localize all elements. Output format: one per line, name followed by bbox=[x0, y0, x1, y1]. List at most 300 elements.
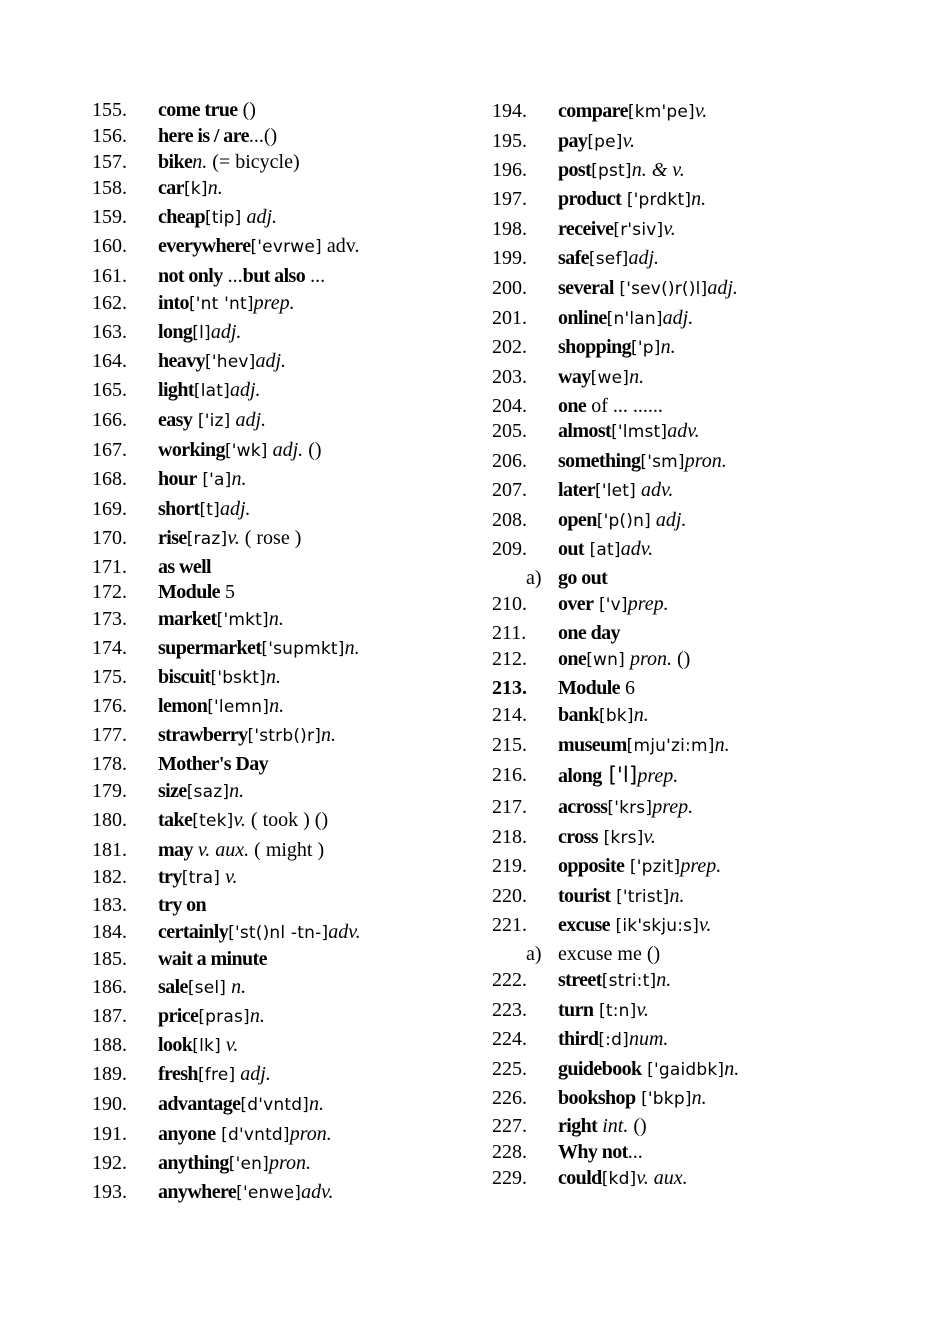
headword: one bbox=[558, 395, 587, 417]
entry-body bbox=[158, 150, 300, 174]
phonetic: ['strb()r] bbox=[247, 726, 322, 746]
entry-number: 228. bbox=[492, 1141, 527, 1163]
entry-number: 219. bbox=[492, 855, 527, 877]
headword: lemon bbox=[158, 695, 208, 717]
part-of-speech: prep. bbox=[637, 765, 679, 787]
part-of-speech: adj. bbox=[267, 439, 304, 461]
phonetic: ['prdkt] bbox=[621, 190, 692, 210]
entry-number: 226. bbox=[492, 1087, 527, 1109]
entry-body bbox=[158, 920, 361, 945]
entry-number: 181. bbox=[92, 839, 127, 861]
entry-number: 194. bbox=[492, 100, 527, 122]
entry-body bbox=[158, 893, 206, 917]
headword: go out bbox=[558, 567, 608, 589]
entry-body bbox=[558, 733, 730, 758]
entry-number: 172. bbox=[92, 581, 127, 603]
entry-number: 159. bbox=[92, 206, 127, 228]
entry-number: 198. bbox=[492, 218, 527, 240]
entry-number: 173. bbox=[92, 608, 127, 630]
headword: supermarket bbox=[158, 637, 262, 659]
headword: hour bbox=[158, 468, 197, 490]
entry-body bbox=[158, 176, 223, 201]
entry-body bbox=[158, 779, 244, 804]
entry-body bbox=[558, 1027, 668, 1052]
part-of-speech: v. aux. bbox=[636, 1167, 688, 1189]
phonetic: [krs] bbox=[597, 828, 644, 848]
headword: car bbox=[158, 177, 184, 199]
headword: across bbox=[558, 796, 608, 818]
headword: street bbox=[558, 969, 602, 991]
phonetic: [bk] bbox=[598, 706, 634, 726]
entry-body bbox=[558, 1086, 707, 1111]
part-of-speech: adj. bbox=[707, 277, 738, 299]
headword: long bbox=[158, 321, 193, 343]
part-of-speech: v. bbox=[220, 866, 238, 888]
entry-body bbox=[158, 467, 247, 492]
entry-number: 227. bbox=[492, 1115, 527, 1137]
part-of-speech: prep. bbox=[627, 593, 669, 615]
entry-note: () bbox=[672, 648, 691, 670]
headword: strawberry bbox=[158, 724, 248, 746]
entry-number: 164. bbox=[92, 350, 127, 372]
phonetic: [d'vntd] bbox=[215, 1125, 290, 1145]
entry-body bbox=[158, 665, 281, 690]
phonetic: [pras] bbox=[198, 1007, 250, 1027]
headword: along bbox=[558, 765, 602, 787]
phonetic: [at] bbox=[583, 540, 621, 560]
phonetic: ['p()n] bbox=[596, 511, 651, 531]
entry-body bbox=[158, 526, 301, 551]
phonetic: ['sev()r()l] bbox=[613, 279, 708, 299]
entry-body bbox=[158, 607, 284, 632]
entry-number: 161. bbox=[92, 265, 127, 287]
entry-body bbox=[558, 884, 685, 909]
phonetic: ['let] bbox=[594, 481, 636, 501]
headword: way bbox=[558, 366, 591, 388]
entry-number: 157. bbox=[92, 151, 127, 173]
phonetic: [r'siv] bbox=[613, 220, 664, 240]
entry-number: 202. bbox=[492, 336, 527, 358]
entry-number: 210. bbox=[492, 593, 527, 615]
entry-body bbox=[158, 497, 251, 522]
headword: as well bbox=[158, 556, 212, 578]
entry-number: 212. bbox=[492, 648, 527, 670]
headword: out bbox=[558, 538, 584, 560]
entry-body bbox=[158, 98, 256, 122]
phonetic: ['v] bbox=[593, 595, 628, 615]
phonetic: [l] bbox=[192, 323, 211, 343]
phonetic: ['en] bbox=[228, 1154, 269, 1174]
headword: opposite bbox=[558, 855, 625, 877]
phonetic: [tek] bbox=[192, 811, 234, 831]
phonetic: [stri:t] bbox=[601, 971, 657, 991]
entry-body bbox=[558, 676, 635, 700]
headword: post bbox=[558, 159, 592, 181]
headword: wait a minute bbox=[158, 948, 267, 970]
phonetic: ['trist] bbox=[610, 887, 670, 907]
entry-body bbox=[158, 1180, 334, 1205]
entry-body bbox=[558, 1114, 647, 1138]
part-of-speech: prep. bbox=[680, 855, 722, 877]
entry-note: () bbox=[237, 99, 256, 121]
entry-body bbox=[558, 246, 659, 271]
phonetic: [km'pe] bbox=[627, 102, 695, 122]
entry-body bbox=[558, 647, 690, 672]
part-of-speech: adj. bbox=[662, 307, 694, 329]
entry-number: 196. bbox=[492, 159, 527, 181]
entry-body bbox=[558, 703, 649, 728]
headword: museum bbox=[558, 734, 627, 756]
headword: easy bbox=[158, 409, 193, 431]
headword: online bbox=[558, 307, 607, 329]
phonetic: ['l] bbox=[601, 763, 638, 787]
entry-body bbox=[158, 1151, 311, 1176]
part-of-speech: n. bbox=[226, 976, 247, 998]
entry-note: ( took ) () bbox=[245, 809, 329, 831]
part-of-speech: n. bbox=[269, 695, 285, 717]
entry-body bbox=[158, 555, 211, 579]
entry-number: 190. bbox=[92, 1093, 127, 1115]
phonetic: [:d] bbox=[598, 1030, 629, 1050]
entry-number: 180. bbox=[92, 809, 127, 831]
entry-number: 174. bbox=[92, 637, 127, 659]
entry-body bbox=[558, 335, 676, 360]
part-of-speech: n. & v. bbox=[631, 159, 685, 181]
phonetic: [raz] bbox=[186, 529, 228, 549]
phonetic: ['evrwe] bbox=[250, 237, 322, 257]
entry-body bbox=[558, 1057, 739, 1082]
entry-number: 176. bbox=[92, 695, 127, 717]
entry-body bbox=[558, 592, 669, 617]
headword: receive bbox=[558, 218, 614, 240]
headword: bank bbox=[558, 704, 599, 726]
entry-number: 177. bbox=[92, 724, 127, 746]
headword: advantage bbox=[158, 1093, 241, 1115]
entry-body bbox=[558, 129, 635, 154]
part-of-speech: v. bbox=[227, 527, 240, 549]
entry-number: 203. bbox=[492, 366, 527, 388]
entry-body bbox=[558, 1166, 688, 1191]
part-of-speech: n. bbox=[309, 1093, 325, 1115]
entry-number: 211. bbox=[492, 622, 527, 644]
part-of-speech: adv. bbox=[328, 921, 361, 943]
phonetic: ['lmst] bbox=[611, 422, 668, 442]
entry-body bbox=[558, 478, 673, 503]
part-of-speech: n. bbox=[231, 468, 247, 490]
entry-body bbox=[158, 865, 238, 890]
entry-number: 221. bbox=[492, 914, 527, 936]
entry-number: 166. bbox=[92, 409, 127, 431]
entry-body bbox=[158, 975, 246, 1000]
phonetic: ['bskt] bbox=[210, 668, 266, 688]
entry-note: (= bicycle) bbox=[207, 151, 300, 173]
entry-body bbox=[558, 854, 721, 879]
entry-note: ( rose ) bbox=[239, 527, 302, 549]
entry-number: 156. bbox=[92, 125, 127, 147]
part-of-speech: n. bbox=[714, 734, 730, 756]
entry-number: 162. bbox=[92, 292, 127, 314]
phonetic: ['mkt] bbox=[216, 610, 269, 630]
entry-body bbox=[558, 763, 678, 788]
headword: bike bbox=[158, 151, 193, 173]
phonetic: [sel] bbox=[187, 978, 227, 998]
phonetic: ['pzit] bbox=[624, 857, 681, 877]
headword: one bbox=[558, 648, 587, 670]
entry-number: 175. bbox=[92, 666, 127, 688]
headword: look bbox=[158, 1034, 193, 1056]
entry-body bbox=[558, 394, 663, 418]
entry-body bbox=[158, 1033, 238, 1058]
entry-number: 197. bbox=[492, 188, 527, 210]
entry-number: 225. bbox=[492, 1058, 527, 1080]
part-of-speech: v. bbox=[622, 130, 636, 152]
headword: one day bbox=[558, 622, 620, 644]
phonetic: [d'vntd] bbox=[240, 1095, 310, 1115]
part-of-speech: n. bbox=[249, 1005, 265, 1027]
headword: but also bbox=[242, 265, 306, 287]
entry-number: 158. bbox=[92, 177, 127, 199]
headword: Module bbox=[558, 677, 620, 699]
entry-body bbox=[158, 1092, 324, 1117]
entry-number: 208. bbox=[492, 509, 527, 531]
entry-body bbox=[558, 998, 649, 1023]
entry-body bbox=[158, 1062, 271, 1087]
phonetic: ['enwe] bbox=[236, 1183, 302, 1203]
entry-number: 201. bbox=[492, 307, 527, 329]
entry-number: 204. bbox=[492, 395, 527, 417]
part-of-speech: adv. bbox=[635, 479, 674, 501]
part-of-speech: pron. bbox=[624, 648, 672, 670]
headword: cross bbox=[558, 826, 598, 848]
entry-note: () bbox=[303, 439, 322, 461]
entry-number: 205. bbox=[492, 420, 527, 442]
headword: over bbox=[558, 593, 594, 615]
headword: anything bbox=[158, 1152, 229, 1174]
headword: anywhere bbox=[158, 1181, 237, 1203]
phonetic: ['st()nl -tn-] bbox=[228, 923, 329, 943]
entry-body bbox=[158, 349, 286, 374]
part-of-speech: n. bbox=[633, 704, 649, 726]
entry-number: 167. bbox=[92, 439, 127, 461]
part-of-speech: v. bbox=[636, 999, 649, 1021]
entry-number: 223. bbox=[492, 999, 527, 1021]
entry-number: 160. bbox=[92, 235, 127, 257]
part-of-speech: adj. bbox=[230, 409, 267, 431]
headword: working bbox=[158, 439, 225, 461]
phonetic: ['hev] bbox=[205, 352, 256, 372]
part-of-speech: n. bbox=[229, 780, 245, 802]
entry-note: ... bbox=[222, 265, 243, 287]
entry-body bbox=[558, 968, 671, 993]
entry-note: ... bbox=[627, 1141, 643, 1163]
entry-body bbox=[158, 264, 325, 288]
entry-note: ...() bbox=[248, 125, 278, 147]
entry-body bbox=[558, 913, 711, 938]
phonetic: ['a] bbox=[196, 470, 232, 490]
phonetic: ['wk] bbox=[224, 441, 268, 461]
headword: guidebook bbox=[558, 1058, 642, 1080]
entry-number: 186. bbox=[92, 976, 127, 998]
part-of-speech: adj. bbox=[235, 1063, 271, 1085]
entry-note: of ... ...... bbox=[586, 395, 663, 417]
entry-body bbox=[158, 580, 235, 604]
entry-body bbox=[558, 508, 686, 533]
entry-number: 218. bbox=[492, 826, 527, 848]
entry-number: 163. bbox=[92, 321, 127, 343]
phonetic: [t] bbox=[199, 500, 220, 520]
headword: heavy bbox=[158, 350, 206, 372]
headword: sale bbox=[158, 976, 188, 998]
entry-body bbox=[558, 158, 685, 183]
part-of-speech: n. bbox=[660, 336, 676, 358]
headword: pay bbox=[558, 130, 588, 152]
phonetic: [lat] bbox=[193, 381, 230, 401]
part-of-speech: adj. bbox=[210, 321, 242, 343]
entry-number: 182. bbox=[92, 866, 127, 888]
entry-number: 178. bbox=[92, 753, 127, 775]
entry-body bbox=[158, 320, 241, 345]
part-of-speech: n. bbox=[669, 885, 685, 907]
phonetic: [lk] bbox=[192, 1036, 221, 1056]
headword: anyone bbox=[158, 1123, 216, 1145]
entry-note: () bbox=[628, 1115, 647, 1137]
entry-body bbox=[558, 795, 693, 820]
part-of-speech: pron. bbox=[684, 450, 727, 472]
headword: Module bbox=[158, 581, 220, 603]
headword: shopping bbox=[558, 336, 632, 358]
part-of-speech: adj. bbox=[219, 498, 251, 520]
part-of-speech: adj. bbox=[241, 206, 278, 228]
headword: biscuit bbox=[158, 666, 211, 688]
part-of-speech: pron. bbox=[268, 1152, 312, 1174]
entry-number: 183. bbox=[92, 894, 127, 916]
entry-number: 191. bbox=[92, 1123, 127, 1145]
entry-note: ( might ) bbox=[249, 839, 325, 861]
entry-body bbox=[158, 378, 261, 403]
part-of-speech: pron. bbox=[289, 1123, 332, 1145]
part-of-speech: adj. bbox=[229, 379, 261, 401]
headword: turn bbox=[558, 999, 594, 1021]
entry-number: 187. bbox=[92, 1005, 127, 1027]
entry-number: 188. bbox=[92, 1034, 127, 1056]
headword: right bbox=[558, 1115, 598, 1137]
entry-body bbox=[158, 808, 328, 833]
entry-body bbox=[558, 449, 727, 474]
headword: rise bbox=[158, 527, 187, 549]
phonetic: ['sm] bbox=[640, 452, 685, 472]
phonetic: [kd] bbox=[601, 1169, 637, 1189]
headword: third bbox=[558, 1028, 599, 1050]
part-of-speech: adv. bbox=[301, 1181, 334, 1203]
headword: everywhere bbox=[158, 235, 251, 257]
headword: not only bbox=[158, 265, 223, 287]
entry-number: 229. bbox=[492, 1167, 527, 1189]
entry-note: ... bbox=[305, 265, 326, 287]
headword: open bbox=[558, 509, 597, 531]
entry-body bbox=[158, 438, 322, 463]
part-of-speech: n. bbox=[724, 1058, 740, 1080]
entry-number: 224. bbox=[492, 1028, 527, 1050]
headword: several bbox=[558, 277, 614, 299]
headword: excuse bbox=[558, 914, 610, 936]
entry-number: 168. bbox=[92, 468, 127, 490]
part-of-speech: n. bbox=[344, 637, 360, 659]
phonetic: [pst] bbox=[591, 161, 632, 181]
phonetic: [saz] bbox=[186, 782, 230, 802]
entry-number: 170. bbox=[92, 527, 127, 549]
phonetic: [k] bbox=[183, 179, 208, 199]
phonetic: ['gaidbk] bbox=[641, 1060, 725, 1080]
headword: safe bbox=[558, 247, 589, 269]
headword: take bbox=[158, 809, 193, 831]
entry-note: 5 bbox=[219, 581, 235, 603]
part-of-speech: adj. bbox=[255, 350, 287, 372]
entry-body bbox=[558, 217, 676, 242]
phonetic: [t:n] bbox=[593, 1001, 637, 1021]
entry-body bbox=[558, 187, 706, 212]
part-of-speech: v. bbox=[699, 914, 712, 936]
phonetic: [sef] bbox=[588, 249, 629, 269]
phonetic: ['krs] bbox=[607, 798, 653, 818]
part-of-speech: prep. bbox=[253, 292, 295, 314]
headword: Mother's Day bbox=[158, 753, 268, 775]
entry-body bbox=[558, 306, 693, 331]
entry-body bbox=[158, 205, 277, 230]
entry-body bbox=[158, 838, 324, 862]
entry-number: a) bbox=[526, 567, 542, 589]
headword: price bbox=[158, 1005, 199, 1027]
headword: certainly bbox=[158, 921, 229, 943]
phonetic: [mju'zi:m] bbox=[626, 736, 715, 756]
entry-body bbox=[558, 99, 707, 124]
entry-number: 171. bbox=[92, 556, 127, 578]
phonetic: [ik'skju:s] bbox=[609, 916, 700, 936]
entry-body bbox=[158, 408, 266, 433]
entry-number: 220. bbox=[492, 885, 527, 907]
entry-number: 217. bbox=[492, 796, 527, 818]
phonetic: ['nt 'nt] bbox=[188, 294, 254, 314]
part-of-speech: v. bbox=[663, 218, 676, 240]
part-of-speech: n. bbox=[629, 366, 645, 388]
entry-number: 189. bbox=[92, 1063, 127, 1085]
part-of-speech: v. bbox=[643, 826, 656, 848]
entry-body bbox=[558, 365, 644, 390]
entry-number: 215. bbox=[492, 734, 527, 756]
part-of-speech: v. aux. bbox=[192, 839, 250, 861]
entry-number: 214. bbox=[492, 704, 527, 726]
entry-number: 193. bbox=[92, 1181, 127, 1203]
phonetic: ['bkp] bbox=[635, 1089, 692, 1109]
entry-number: 207. bbox=[492, 479, 527, 501]
entry-note: adv. bbox=[321, 235, 360, 257]
entry-number: 192. bbox=[92, 1152, 127, 1174]
part-of-speech: n. bbox=[691, 188, 707, 210]
phonetic: ['lemn] bbox=[207, 697, 270, 717]
part-of-speech: n. bbox=[192, 151, 208, 173]
entry-body bbox=[158, 1004, 265, 1029]
entry-note: excuse me () bbox=[558, 943, 661, 965]
headword: tourist bbox=[558, 885, 611, 907]
headword: later bbox=[558, 479, 595, 501]
entry-body bbox=[558, 537, 653, 562]
headword: cheap bbox=[158, 206, 206, 228]
phonetic: [we] bbox=[590, 368, 630, 388]
entry-body bbox=[158, 234, 359, 259]
headword: try on bbox=[158, 894, 207, 916]
headword: here is / are bbox=[158, 125, 249, 147]
part-of-speech: v. bbox=[233, 809, 246, 831]
headword: something bbox=[558, 450, 641, 472]
